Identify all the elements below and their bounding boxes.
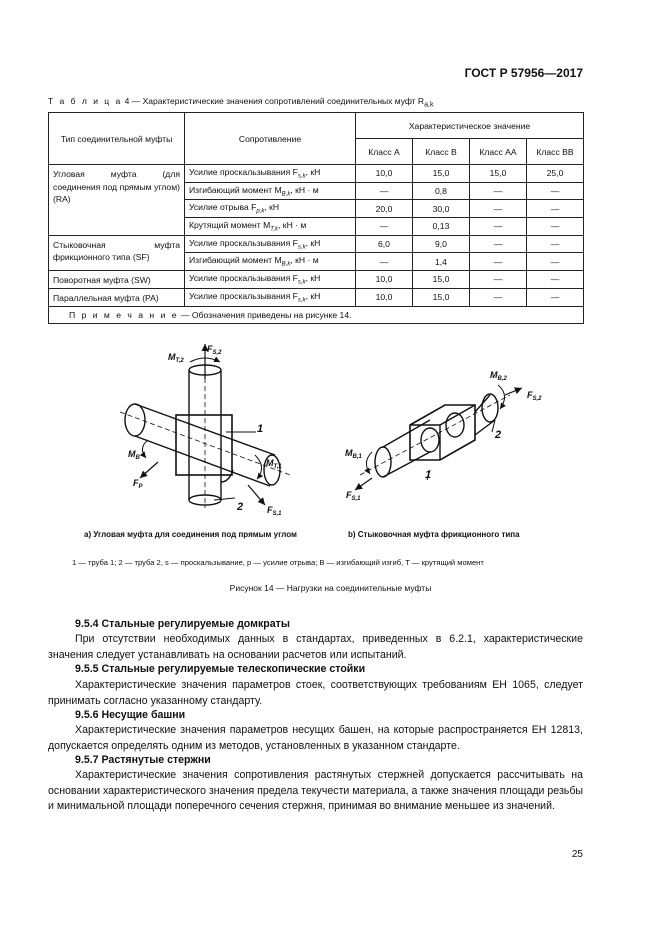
value-cell: — [470,182,527,200]
document-number: ГОСТ Р 57956—2017 [464,66,583,80]
label-mb: $M_B$ [128,449,140,461]
value-cell: — [470,218,527,236]
value-cell: — [527,235,584,253]
value-cell: — [527,182,584,200]
value-cell: 15,0 [470,165,527,183]
resistance-cell: Усилие проскальзывания $F_{s,k}$, кН [185,288,356,306]
section-9-5-4-text: При отсутствии необходимых данных в стандартах, приведенных в 6.2.1, характеристические значения следует устанавливать на основании расчетов или испытаний. [48,633,583,661]
value-cell: 0,8 [413,182,470,200]
resistance-cell: Усилие проскальзывания $F_{s,k}$, кН [185,165,356,183]
label-pipe-2-b: 2 [495,429,502,441]
col-header-resistance: Сопротивление [185,113,356,165]
label-fp: $F_P$ [133,478,143,490]
label-mt2: $M_{T,2}$ [168,352,184,364]
value-cell: — [527,271,584,289]
resistance-cell: Усилие проскальзывания $F_{s,k}$, кН [185,235,356,253]
table-row [49,271,584,289]
resistance-cell: Крутящий момент $M_{T,k}$, кН · м [185,218,356,236]
value-cell: — [356,253,413,271]
value-cell: 15,0 [413,271,470,289]
section-9-5-5-title: 9.5.5 Стальные регулируемые телескопические стойки [75,663,366,675]
col-header-type: Тип соединительной муфты [49,113,185,165]
label-fs2: $F_{S,2}$ [207,344,222,356]
figure-caption: Рисунок 14 — Нагрузки на соединительные муфты [229,583,432,593]
value-cell: — [527,218,584,236]
table-note [49,306,584,323]
figure-14-drawing [0,335,661,525]
value-cell: 10,0 [356,165,413,183]
class-header: Класс ВВ [527,139,584,165]
value-cell: 6,0 [356,235,413,253]
friction-coupling-labels [345,370,542,502]
subfigure-b-caption: b) Стыковочная муфта фрикционного типа [348,530,520,539]
value-cell: 15,0 [413,288,470,306]
value-cell: — [470,288,527,306]
value-cell: 25,0 [527,165,584,183]
note-prefix: П р и м е ч а н и е [69,309,179,320]
label-pipe-2: 2 [237,501,244,513]
figure-legend: 1 — труба 1; 2 — труба 2, s — проскальзывание, p — усилие отрыва; B — изгибающий изгиб, T — крутящий момент [72,558,484,567]
value-cell: — [527,253,584,271]
coupling-type-cell: Угловая муфта (для соединения под прямым углом) (RA) [49,165,185,236]
label-mb1: $M_{B,1}$ [345,448,362,460]
class-header: Класс B [413,139,470,165]
resistance-cell: Усилие отрыва $F_{p,k}$, кН [185,200,356,218]
coupling-type-cell: Параллельная муфта (PA) [49,288,185,306]
value-cell: — [527,200,584,218]
section-9-5-5-text: Характеристические значения параметров стоек, соответствующих требованиям ЕН 1065, следует принимать согласно указанному стандарту. [48,679,583,707]
subfigure-a-caption: а) Угловая муфта для соединения под прямым углом [84,530,297,539]
table-row [49,235,584,253]
label-fs1: $F_{S,1}$ [267,505,282,517]
value-cell: 0,13 [413,218,470,236]
label-mb2: $M_{B,2}$ [490,370,507,382]
table-body [49,165,584,307]
table-caption-prefix: Т а б л и ц а [48,96,123,106]
section-9-5-7-title: 9.5.7 Растянутые стержни [75,754,211,766]
label-fs1-b: $F_{S,1}$ [346,490,361,502]
section-9-5-4-title: 9.5.4 Стальные регулируемые домкраты [75,618,290,630]
value-cell: — [470,235,527,253]
label-fs2-b: $F_{S,2}$ [527,390,542,402]
value-cell: — [527,288,584,306]
table-row [49,288,584,306]
value-cell: 9,0 [413,235,470,253]
value-cell: 30,0 [413,200,470,218]
value-cell: 10,0 [356,271,413,289]
value-cell: 20,0 [356,200,413,218]
section-9-5-6-text: Характеристические значения параметров несущих башен, на которые распространяется ЕН 12813, допускается определять одним из методов, установленных в указанном стандарте. [48,724,583,752]
table-caption [48,96,434,109]
value-cell: 10,0 [356,288,413,306]
label-pipe-1: 1 [257,423,264,435]
table-caption-sub: a,k [424,100,434,109]
label-pipe-1-b: 1 [425,469,432,481]
value-cell: — [470,200,527,218]
section-9-5-6-title: 9.5.6 Несущие башни [75,709,186,721]
note-text: — Обозначения приведены на рисунке 14. [178,309,352,320]
table-row [49,165,584,183]
coupling-type-cell: Стыковочная муфта фрикционного типа (SF) [49,235,185,270]
label-mt1: $M_{T,1}$ [266,458,282,470]
resistance-cell: Усилие проскальзывания $F_{s,k}$, кН [185,271,356,289]
resistance-cell: Изгибающий момент $M_{B,k}$, кН · м [185,182,356,200]
value-cell: — [470,271,527,289]
class-header: Класс A [356,139,413,165]
section-9-5-7-text: Характеристические значения сопротивления растянутых стержней допускается рассчитывать на основании характеристического значения предела текучести материала, а также значения площади резьбы и минимальной площади поперечного сечения стержня, принимая во внимание меньшее из значений. [48,769,583,812]
table-caption-text: 4 — Характеристические значения сопротивлений соединительных муфт R [124,96,425,106]
col-header-char-value: Характеристическое значение [356,113,584,139]
page-number: 25 [571,849,583,860]
value-cell: — [470,253,527,271]
coupling-type-cell: Поворотная муфта (SW) [49,271,185,289]
value-cell: 1,4 [413,253,470,271]
value-cell: — [356,218,413,236]
right-angle-coupling-drawing [120,344,290,508]
resistance-cell: Изгибающий момент $M_{B,k}$, кН · м [185,253,356,271]
value-cell: — [356,182,413,200]
resistance-table [48,112,584,324]
class-header: Класс АА [470,139,527,165]
value-cell: 15,0 [413,165,470,183]
